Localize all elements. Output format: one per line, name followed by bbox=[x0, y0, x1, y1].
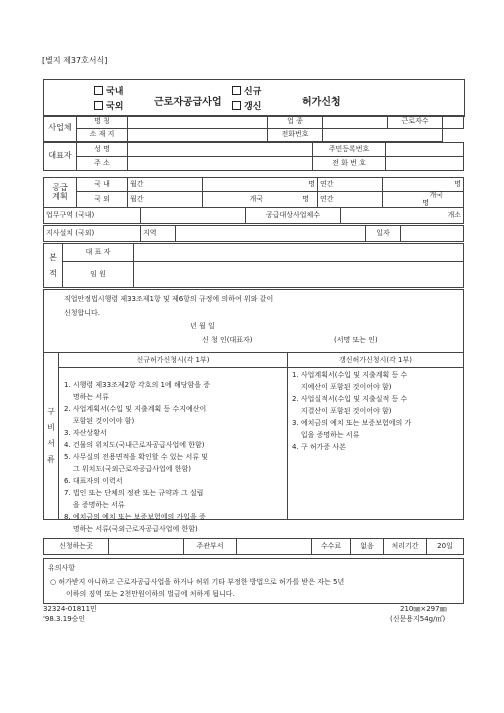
notice-title: 유의사항 bbox=[48, 564, 76, 572]
plan-section-label: 공급 계획 bbox=[44, 178, 77, 208]
hq-rep-label: 대 표 자 bbox=[63, 244, 134, 262]
docs-section-label: 구 비 서 류 bbox=[44, 353, 59, 519]
region-value[interactable] bbox=[176, 226, 366, 242]
notice-text2: 이하의 징역 또는 2천만원이하의 벌금에 처하게 됩니다. bbox=[66, 590, 235, 598]
form-title: 허가신청 bbox=[302, 97, 341, 108]
rep-table bbox=[43, 142, 464, 171]
plan-table bbox=[43, 177, 464, 208]
opt-renew-label: 갱신 bbox=[244, 102, 262, 112]
date-label: 일자 bbox=[366, 226, 401, 242]
declaration-text2: 신청합니다. bbox=[64, 309, 101, 317]
notice-text1: ○ 허가받지 아니하고 근로자공급사업을 하거나 허위 기타 부정한 방법으로 허가를 받은 자는 5년 bbox=[50, 578, 345, 586]
notice-box bbox=[43, 558, 464, 604]
new-docs-title: 신규허가신청시(각 1부) bbox=[59, 353, 288, 368]
business-phone-value[interactable] bbox=[323, 129, 443, 142]
checkbox-domestic[interactable] bbox=[94, 86, 103, 95]
doc-item: 입을 증명하는 서류 bbox=[292, 431, 360, 439]
doc-item: 명하는 서류 bbox=[64, 393, 109, 401]
rep-id-label: 주민등록번호 bbox=[313, 143, 386, 157]
business-name-label: 명 칭 bbox=[77, 116, 128, 129]
form-code: 32324-01811민 bbox=[43, 605, 97, 613]
period-value: 20일 bbox=[427, 539, 464, 555]
place-label: 신청하는곳 bbox=[44, 539, 109, 555]
scope-label: 업무구역 (국내) bbox=[44, 208, 141, 224]
area-table bbox=[43, 207, 464, 224]
sign-label: (서명 또는 인) bbox=[334, 336, 378, 344]
plan-abroad-unit: 명 bbox=[302, 194, 309, 203]
doc-item: 3. 자산상황서 bbox=[64, 429, 107, 437]
footer-table bbox=[43, 538, 464, 555]
doc-item: 지결산이 포함된 것이어야 함) bbox=[292, 407, 392, 415]
plan-dom-unit: 명 bbox=[203, 178, 318, 192]
doc-item: 1. 사업계획서(수입 및 지출계획 등 수 bbox=[292, 371, 408, 379]
plan-dom-yearly: 연간 bbox=[318, 178, 383, 192]
hq-officer-value[interactable] bbox=[134, 262, 464, 288]
plan-abroad-monthly: 월간 bbox=[128, 192, 203, 208]
plan-domestic-label: 국 내 bbox=[77, 178, 128, 192]
fee-value: 없음 bbox=[351, 539, 384, 555]
checkbox-overseas[interactable] bbox=[94, 101, 103, 110]
doc-item: 포함된 것이어야 함) bbox=[64, 417, 135, 425]
doc-item: 8. 예치금의 예치 또는 보증보험에의 가입을 증 bbox=[64, 513, 206, 521]
region-label: 지역 bbox=[141, 226, 176, 242]
opt-new-label: 신규 bbox=[244, 87, 262, 97]
checkbox-renew[interactable] bbox=[232, 101, 241, 110]
branch-table bbox=[43, 225, 464, 242]
scope-value[interactable] bbox=[141, 208, 246, 224]
fee-label: 수수료 bbox=[312, 539, 351, 555]
dept-label: 주관부서 bbox=[184, 539, 237, 555]
approval-date: '98.3.19승인 bbox=[43, 615, 86, 623]
new-docs-list bbox=[64, 379, 284, 535]
doc-item: 7. 법인 또는 단체의 정관 또는 규약과 그 설립 bbox=[64, 489, 204, 497]
paper-size: 210㎜×297㎜ bbox=[400, 605, 447, 613]
rep-phone-label: 전 화 번 호 bbox=[313, 157, 386, 171]
business-type: 근로자공급사업 bbox=[154, 97, 222, 108]
business-phone-label: 전화번호 bbox=[268, 129, 323, 142]
doc-item: 지예산이 포함된 것이어야 함) bbox=[292, 383, 392, 391]
business-type-label: 업 종 bbox=[268, 116, 323, 129]
doc-item: 6. 대표자의 이력서 bbox=[64, 477, 123, 485]
docs-box bbox=[43, 352, 464, 533]
business-name-value[interactable] bbox=[128, 116, 268, 129]
business-section-label: 사업체 bbox=[44, 116, 77, 142]
declaration-text1: 직업안정법시행령 제33조제1항 및 제6항의 규정에 의하여 위와 같이 bbox=[64, 295, 274, 303]
rep-name-value[interactable] bbox=[128, 143, 313, 157]
rep-name-label: 성 명 bbox=[77, 143, 128, 157]
hq-table bbox=[43, 243, 464, 288]
doc-item: 을 증명하는 서류 bbox=[64, 501, 125, 509]
rep-phone-value[interactable] bbox=[386, 157, 464, 171]
business-address-label: 소 재 지 bbox=[77, 129, 128, 142]
doc-item: 4. 건물의 위치도(국내근로자공급사업에 한함) bbox=[64, 441, 205, 449]
doc-item: 4. 구 허가증 사본 bbox=[292, 443, 346, 451]
form-header bbox=[43, 79, 465, 117]
doc-item: 3. 예치금의 예치 또는 보증보험에의 가 bbox=[292, 419, 412, 427]
opt-overseas-label: 국외 bbox=[106, 102, 124, 112]
opt-domestic-label: 국내 bbox=[106, 87, 124, 97]
dept-value[interactable] bbox=[237, 539, 312, 555]
plan-dom-unit2: 명 bbox=[383, 178, 464, 192]
plan-abroad-countries2: 개국 bbox=[429, 191, 443, 199]
plan-abroad-label: 국 외 bbox=[77, 192, 128, 208]
business-type-value[interactable] bbox=[323, 116, 388, 129]
rep-section-label: 대표자 bbox=[44, 143, 77, 171]
branch-label: 지사설치 (국외) bbox=[44, 226, 141, 242]
plan-abroad-yearly: 연간 bbox=[318, 192, 383, 208]
doc-item: 5. 사무실의 전용면적을 확인할 수 있는 서류 및 bbox=[64, 453, 208, 461]
doc-item: 그 위치도(국외근로자공급사업에 한함) bbox=[64, 465, 192, 473]
period-label: 처리기간 bbox=[384, 539, 427, 555]
doc-item: 명하는 서류(국외근로자공급사업에 한함) bbox=[64, 525, 198, 533]
business-address-value[interactable] bbox=[128, 129, 268, 142]
declaration-box bbox=[43, 289, 464, 353]
business-table bbox=[43, 115, 464, 142]
plan-dom-monthly: 월간 bbox=[128, 178, 203, 192]
hq-rep-value[interactable] bbox=[134, 244, 464, 262]
doc-item: 2. 사업계획서(수입 및 지출계획 등 수지예산이 bbox=[64, 405, 207, 413]
renew-docs-title: 갱신허가신청시(각 1부) bbox=[288, 353, 463, 368]
target-unit: 개소 bbox=[341, 208, 464, 224]
plan-abroad-countries: 개국 bbox=[249, 194, 263, 203]
form-number: [별지 제37호서식] bbox=[42, 56, 108, 65]
renew-docs-list bbox=[292, 369, 460, 453]
declaration-date: 년 월 일 bbox=[190, 322, 215, 330]
applicant-label: 신 청 인(대표자) bbox=[202, 336, 253, 344]
date-value[interactable] bbox=[401, 226, 464, 242]
place-value[interactable] bbox=[109, 539, 184, 555]
target-label: 공급대상사업체수 bbox=[246, 208, 341, 224]
paper-type: (신문용지54g/㎡) bbox=[390, 615, 446, 623]
checkbox-new[interactable] bbox=[232, 86, 241, 95]
hq-officer-label: 임 원 bbox=[63, 262, 134, 288]
rep-address-value[interactable] bbox=[128, 157, 313, 171]
doc-item: 1. 시행령 제33조제2항 각호의 1에 해당함을 증 bbox=[64, 381, 211, 389]
workers-value[interactable] bbox=[443, 116, 464, 129]
doc-item: 2. 사업실적서(수입 및 지출실적 등 수 bbox=[292, 395, 408, 403]
hq-section-label: 본 적 bbox=[44, 244, 63, 288]
rep-address-label: 주 소 bbox=[77, 157, 128, 171]
plan-abroad-unit2: 명 bbox=[422, 198, 429, 207]
rep-id-value[interactable] bbox=[386, 143, 464, 157]
workers-label: 근로자수 bbox=[388, 116, 443, 129]
